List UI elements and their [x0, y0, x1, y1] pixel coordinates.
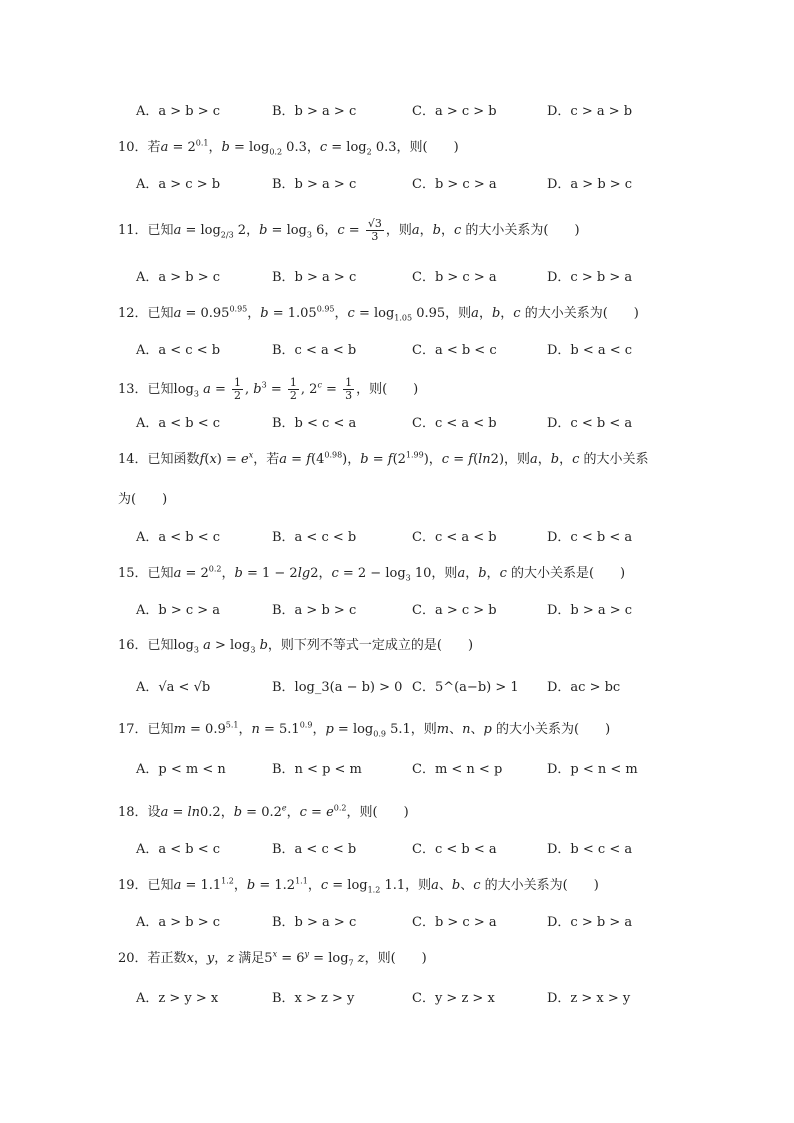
options-row-q17	[136, 761, 776, 779]
option-c[interactable]: C．5^(a−b) > 1	[412, 680, 519, 695]
option-c[interactable]: C．y > z > x	[412, 991, 495, 1006]
option-b[interactable]: B．n < p < m	[272, 762, 362, 777]
option-d[interactable]: D．c > b > a	[547, 915, 633, 930]
question-12-stem: 12．已知$a = 0.95^{0.95}$，$b = 1.05^{0.95}$，$c = \log_{1.05} 0.95$，则a，b，c 的大小关系为( )	[118, 304, 639, 323]
option-d[interactable]: D．c > b > a	[547, 270, 633, 285]
question-13-stem: 13．已知$\log_3 a$ = $\frac{1}{2}$ , $b^3$ = $\frac{1}{2}$ , $2^c$ = $\frac{1}{3}$ ，则( )	[118, 376, 419, 402]
option-a[interactable]: A．b > c > a	[136, 603, 221, 618]
question-number: 15．	[118, 566, 148, 581]
question-20-stem: 20．若正数x，y，z 满足$5^x = 6^y = \log_7 z$，则( )	[118, 949, 427, 968]
option-a[interactable]: A．a > c > b	[136, 177, 221, 192]
option-b[interactable]: B．a < c < b	[272, 842, 357, 857]
option-b[interactable]: B．x > z > y	[272, 991, 355, 1006]
option-b[interactable]: B．b > a > c	[272, 915, 357, 930]
option-a[interactable]: A．a < b < c	[136, 416, 221, 431]
question-18-stem: 18．设a = ln0.2，b = 0.2$^e$，$c = e^{0.2}$，则( )	[118, 803, 409, 820]
option-d[interactable]: D．b > a > c	[547, 603, 633, 618]
option-a[interactable]: A．a > b > c	[136, 270, 221, 285]
option-c[interactable]: C．b > c > a	[412, 270, 497, 285]
question-number: 10．	[118, 140, 148, 155]
option-c[interactable]: C．a > c > b	[412, 603, 497, 618]
option-d[interactable]: D．b < a < c	[547, 343, 633, 358]
option-d[interactable]: D．p < n < m	[547, 762, 638, 777]
option-d[interactable]: D．ac > bc	[547, 680, 621, 695]
option-d[interactable]: D．b < c < a	[547, 842, 633, 857]
option-d[interactable]: D．c > a > b	[547, 104, 633, 119]
options-row-q14	[136, 529, 776, 547]
options-row-q11	[136, 269, 776, 287]
option-b[interactable]: B．b > a > c	[272, 104, 357, 119]
options-row-q10	[136, 176, 776, 194]
option-a[interactable]: A．p < m < n	[136, 762, 226, 777]
option-a[interactable]: A．a < c < b	[136, 343, 221, 358]
question-number: 11．	[118, 223, 148, 238]
options-row-q20	[136, 990, 776, 1008]
option-c[interactable]: C．a < b < c	[412, 343, 497, 358]
option-d[interactable]: D．c < b < a	[547, 416, 633, 431]
question-number: 16．	[118, 638, 148, 653]
option-c[interactable]: C．b > c > a	[412, 177, 497, 192]
question-number: 17．	[118, 722, 148, 737]
question-number: 20．	[118, 951, 148, 966]
option-a[interactable]: A．a < b < c	[136, 530, 221, 545]
option-c[interactable]: C．b > c > a	[412, 915, 497, 930]
options-row-q12	[136, 342, 776, 360]
question-17-stem: 17．已知$m = 0.9^{5.1}$，$n = 5.1^{0.9}$，$p = \log_{0.9} 5.1$，则m、n、p 的大小关系为( )	[118, 720, 611, 739]
options-row-q13	[136, 415, 776, 433]
question-number: 19．	[118, 878, 148, 893]
option-d[interactable]: D．c < b < a	[547, 530, 633, 545]
option-b[interactable]: B．b > a > c	[272, 177, 357, 192]
question-number: 13．	[118, 382, 148, 397]
question-11-stem: 11．已知$a = \log_{2/3} 2$，$b = \log_3 6$，c = $\frac{√3}{3}$ ，则a，b，c 的大小关系为( )	[118, 217, 580, 243]
question-number: 12．	[118, 306, 148, 321]
option-d[interactable]: D．a > b > c	[547, 177, 633, 192]
question-16-stem: 16．已知$\log_3 a > \log_3 b$，则下列不等式一定成立的是( )	[118, 638, 474, 655]
options-row-q19	[136, 914, 776, 932]
option-a[interactable]: A．z > y > x	[136, 991, 219, 1006]
option-b[interactable]: B．c < a < b	[272, 343, 357, 358]
option-c[interactable]: C．a > c > b	[412, 104, 497, 119]
option-a[interactable]: A．√a < √b	[136, 680, 211, 695]
question-15-stem: 15．已知$a = 2^{0.2}$，b = 1 − 2lg2，$c = 2 - \log_3 10$，则a，b，c 的大小关系是( )	[118, 564, 626, 583]
option-a[interactable]: A．a < b < c	[136, 842, 221, 857]
option-c[interactable]: C．c < b < a	[412, 842, 497, 857]
options-row-q16	[136, 679, 776, 697]
option-a[interactable]: A．a > b > c	[136, 915, 221, 930]
option-b[interactable]: B．b < c < a	[272, 416, 357, 431]
option-d[interactable]: D．z > x > y	[547, 991, 631, 1006]
option-b[interactable]: B．b > a > c	[272, 270, 357, 285]
options-row-q18	[136, 841, 776, 859]
option-c[interactable]: C．m < n < p	[412, 762, 503, 777]
option-c[interactable]: C．c < a < b	[412, 530, 497, 545]
question-14-stem: 14．已知函数$f(x) = e^x$，若$a = f(4^{0.98})$，$b = f(2^{1.99})$，c = f(ln2)，则a，b，c 的大小关系	[118, 450, 649, 467]
question-19-stem: 19．已知$a = 1.1^{1.2}$，$b = 1.2^{1.1}$，$c = \log_{1.2} 1.1$，则a、b、c 的大小关系为( )	[118, 876, 599, 895]
option-c[interactable]: C．c < a < b	[412, 416, 497, 431]
option-b[interactable]: B．a > b > c	[272, 603, 357, 618]
question-number: 18．	[118, 805, 148, 820]
option-b[interactable]: B．log_3(a − b) > 0	[272, 680, 403, 695]
options-row-q15	[136, 602, 776, 620]
question-14-stem-continuation: 为( )	[118, 492, 168, 507]
options-row-q9	[136, 103, 776, 121]
option-b[interactable]: B．a < c < b	[272, 530, 357, 545]
question-10-stem: 10．若$a = 2^{0.1}$，$b = \log_{0.2} 0.3$，$c = \log_2 0.3$，则( )	[118, 138, 459, 157]
option-a[interactable]: A．a > b > c	[136, 104, 221, 119]
question-number: 14．	[118, 452, 148, 467]
